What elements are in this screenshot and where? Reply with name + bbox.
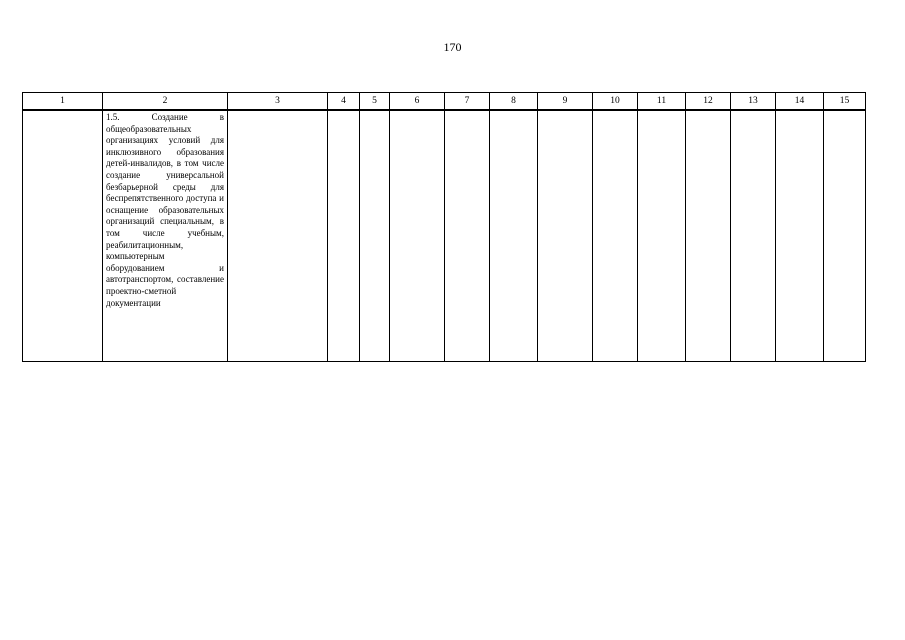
cell-col-3 xyxy=(228,110,328,362)
measure-description: 1.5. Создание в общеобразовательных организациях условий для инклюзивного образования детей-инвалидов, в том числе создание универсальной безбарьерной среды для беспрепятственного доступа и оснащение образовательных организаций специальным, в том числе учебным, реабилитационным, компьютерным оборудованием и автотранспортом, составление проектно-сметной документации xyxy=(103,110,228,362)
cell-col-12 xyxy=(686,110,731,362)
cell-col-11 xyxy=(638,110,686,362)
col-header-14: 14 xyxy=(776,93,824,111)
cell-col-15 xyxy=(824,110,866,362)
cell-col-9 xyxy=(538,110,593,362)
col-header-1: 1 xyxy=(23,93,103,111)
col-header-2: 2 xyxy=(103,93,228,111)
cell-col-7 xyxy=(445,110,490,362)
program-table xyxy=(22,92,866,362)
cell-col-13 xyxy=(731,110,776,362)
cell-col-8 xyxy=(490,110,538,362)
cell-col-4 xyxy=(328,110,360,362)
col-header-6: 6 xyxy=(390,93,445,111)
cell-col-14 xyxy=(776,110,824,362)
col-header-9: 9 xyxy=(538,93,593,111)
header-row xyxy=(23,93,866,111)
col-header-11: 11 xyxy=(638,93,686,111)
cell-col-10 xyxy=(593,110,638,362)
cell-col-1 xyxy=(23,110,103,362)
col-header-12: 12 xyxy=(686,93,731,111)
col-header-13: 13 xyxy=(731,93,776,111)
col-header-3: 3 xyxy=(228,93,328,111)
cell-col-6 xyxy=(390,110,445,362)
col-header-5: 5 xyxy=(360,93,390,111)
col-header-7: 7 xyxy=(445,93,490,111)
col-header-4: 4 xyxy=(328,93,360,111)
col-header-15: 15 xyxy=(824,93,866,111)
page-number: 170 xyxy=(443,40,462,54)
col-header-10: 10 xyxy=(593,93,638,111)
col-header-8: 8 xyxy=(490,93,538,111)
table-row xyxy=(23,110,866,362)
cell-col-5 xyxy=(360,110,390,362)
